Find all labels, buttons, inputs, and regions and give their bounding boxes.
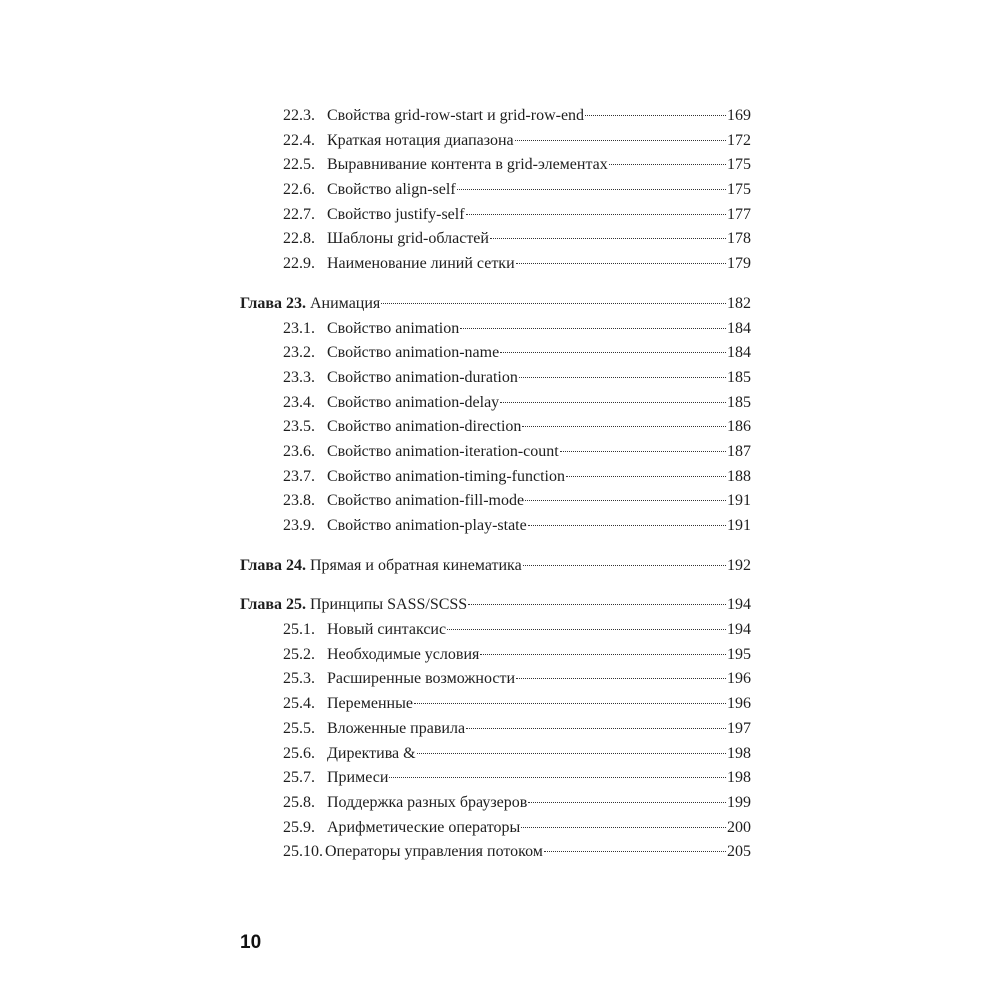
section-title: Наименование линий сетки	[327, 255, 515, 273]
dot-leader	[560, 451, 726, 452]
page-ref: 194	[727, 621, 751, 639]
section-number: 22.5.	[283, 156, 315, 174]
toc-entry-25-5	[240, 717, 751, 742]
section-title: Вложенные правила	[327, 719, 466, 737]
dot-leader	[414, 703, 726, 704]
dot-leader	[522, 426, 726, 427]
section-title: Свойство animation-duration	[327, 368, 518, 386]
dot-leader	[468, 604, 726, 605]
dot-leader	[516, 678, 726, 679]
section-number: 25.10.	[283, 843, 323, 861]
section-title: Краткая нотация диапазона	[327, 131, 514, 149]
chapter-title: Принципы SASS/SCSS	[310, 596, 468, 614]
dot-leader	[521, 827, 726, 828]
dot-leader	[525, 500, 726, 501]
section-title: Свойство animation-delay	[327, 393, 500, 411]
dot-leader	[457, 189, 726, 190]
toc-entry-25-8	[240, 791, 751, 816]
toc-chapter-24	[240, 554, 751, 579]
page-ref: 205	[727, 843, 751, 861]
dot-leader	[519, 377, 726, 378]
toc-chapter-23	[240, 292, 751, 317]
toc-entry-22-7	[240, 203, 751, 228]
section-number: 22.4.	[283, 131, 315, 149]
toc-entry-22-3	[240, 104, 751, 129]
toc-entry-25-3	[240, 667, 751, 692]
section-number: 25.9.	[283, 818, 315, 836]
chapter-title: Анимация	[310, 294, 381, 312]
section-title: Поддержка разных браузеров	[327, 793, 528, 811]
dot-leader	[528, 525, 726, 526]
section-title: Арифметические операторы	[327, 818, 521, 836]
section-number: 25.2.	[283, 645, 315, 663]
toc-entry-23-6	[240, 440, 751, 465]
toc-entry-23-4	[240, 391, 751, 416]
page-ref: 188	[727, 467, 751, 485]
section-number: 22.7.	[283, 205, 315, 223]
spacer	[240, 578, 751, 593]
dot-leader	[466, 214, 726, 215]
section-number: 25.8.	[283, 793, 315, 811]
section-title: Свойство animation-iteration-count	[327, 442, 559, 460]
toc-entry-25-10	[240, 840, 751, 865]
section-title: Директива &	[327, 744, 416, 762]
spacer	[240, 277, 751, 292]
toc-entry-25-9	[240, 816, 751, 841]
page-ref: 169	[727, 107, 751, 124]
section-title: Свойство animation-play-state	[327, 517, 527, 534]
section-number: 25.3.	[283, 670, 315, 688]
dot-leader	[466, 728, 726, 729]
dot-leader	[585, 115, 726, 116]
toc-entry-23-5	[240, 415, 751, 440]
section-title: Шаблоны grid-областей	[327, 230, 489, 248]
dot-leader	[490, 238, 726, 239]
section-number: 22.6.	[283, 181, 315, 199]
toc-entry-22-8	[240, 227, 751, 252]
dot-leader	[523, 565, 726, 566]
chapter-label: Глава 23.	[240, 294, 306, 312]
toc-entry-22-5	[240, 153, 751, 178]
page-ref: 185	[727, 368, 751, 386]
dot-leader	[544, 851, 726, 852]
section-title: Примеси	[327, 769, 389, 787]
page-ref: 186	[727, 418, 751, 436]
toc-entry-22-6	[240, 178, 751, 203]
page-ref: 182	[727, 294, 751, 312]
page-ref: 184	[727, 319, 751, 337]
page-ref: 172	[727, 131, 751, 149]
dot-leader	[460, 328, 726, 329]
page-number: 10	[240, 932, 262, 953]
section-number: 22.3.	[283, 107, 315, 124]
page-ref: 197	[727, 719, 751, 737]
dot-leader	[381, 303, 726, 304]
toc-chapter-25	[240, 593, 751, 618]
toc-entry-25-6	[240, 742, 751, 767]
toc-entry-25-1	[240, 618, 751, 643]
section-number: 25.4.	[283, 695, 315, 713]
section-number: 23.4.	[283, 393, 315, 411]
toc-entry-23-2	[240, 341, 751, 366]
section-title: Свойство animation	[327, 319, 460, 337]
chapter-title: Прямая и обратная кинематика	[310, 556, 522, 574]
dot-leader	[500, 402, 726, 403]
section-title: Свойство animation-direction	[327, 418, 522, 436]
page-ref: 196	[727, 670, 751, 688]
page-ref: 191	[727, 517, 751, 534]
chapter-label: Глава 25.	[240, 596, 306, 614]
page-ref: 198	[727, 769, 751, 787]
section-number: 23.9.	[283, 517, 315, 534]
table-of-contents	[240, 104, 751, 865]
page-ref: 199	[727, 793, 751, 811]
dot-leader	[480, 654, 726, 655]
section-title: Новый синтаксис	[327, 621, 447, 639]
section-title: Свойство animation-name	[327, 344, 500, 362]
dot-leader	[528, 802, 726, 803]
section-number: 25.1.	[283, 621, 315, 639]
page-ref: 187	[727, 442, 751, 460]
section-number: 22.8.	[283, 230, 315, 248]
page-ref: 191	[727, 492, 751, 510]
dot-leader	[609, 164, 726, 165]
section-title: Свойства grid-row-start и grid-row-end	[327, 107, 585, 124]
section-title: Свойство animation-fill-mode	[327, 492, 525, 510]
section-number: 23.2.	[283, 344, 315, 362]
section-title: Свойство animation-timing-function	[327, 467, 565, 485]
section-title: Свойство justify-self	[327, 205, 465, 223]
page-ref: 179	[727, 255, 751, 273]
section-number: 25.6.	[283, 744, 315, 762]
section-title: Необходимые условия	[327, 645, 480, 663]
page-ref: 196	[727, 695, 751, 713]
page-ref: 192	[727, 556, 751, 574]
toc-entry-23-9	[240, 514, 751, 539]
toc-entry-23-7	[240, 465, 751, 490]
page-ref: 177	[727, 205, 751, 223]
page-ref: 185	[727, 393, 751, 411]
section-number: 23.6.	[283, 442, 315, 460]
section-number: 23.7.	[283, 467, 315, 485]
page-ref: 194	[727, 596, 751, 614]
page-ref: 184	[727, 344, 751, 362]
page-ref: 175	[727, 156, 751, 174]
section-number: 23.5.	[283, 418, 315, 436]
toc-entry-25-4	[240, 692, 751, 717]
section-number: 25.7.	[283, 769, 315, 787]
toc-entry-22-4	[240, 129, 751, 154]
section-number: 22.9.	[283, 255, 315, 273]
page-ref: 195	[727, 645, 751, 663]
section-title: Свойство align-self	[327, 181, 456, 199]
section-title: Выравнивание контента в grid-элементах	[327, 156, 608, 174]
section-number: 25.5.	[283, 719, 315, 737]
dot-leader	[566, 476, 726, 477]
spacer	[240, 539, 751, 554]
dot-leader	[417, 753, 726, 754]
dot-leader	[389, 777, 726, 778]
toc-entry-22-9	[240, 252, 751, 277]
dot-leader	[516, 263, 726, 264]
toc-entry-23-3	[240, 366, 751, 391]
section-title: Переменные	[327, 695, 413, 713]
chapter-label: Глава 24.	[240, 556, 306, 574]
toc-entry-25-2	[240, 643, 751, 668]
toc-entry-23-1	[240, 317, 751, 342]
page-ref: 178	[727, 230, 751, 248]
page-ref: 175	[727, 181, 751, 199]
section-number: 23.1.	[283, 319, 315, 337]
dot-leader	[447, 629, 726, 630]
page-ref: 198	[727, 744, 751, 762]
toc-entry-23-8	[240, 489, 751, 514]
section-title: Операторы управления потоком	[325, 843, 543, 861]
dot-leader	[500, 352, 726, 353]
dot-leader	[515, 140, 726, 141]
page-ref: 200	[727, 818, 751, 836]
toc-entry-25-7	[240, 766, 751, 791]
section-title: Расширенные возможности	[327, 670, 515, 688]
section-number: 23.8.	[283, 492, 315, 510]
section-number: 23.3.	[283, 368, 315, 386]
